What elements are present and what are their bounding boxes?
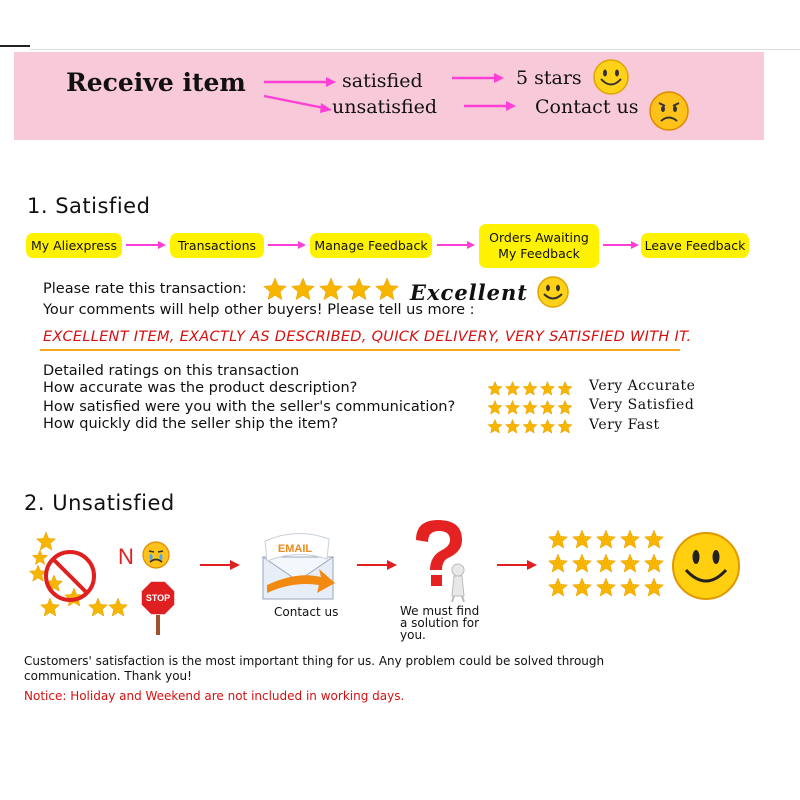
star-icon xyxy=(621,530,640,548)
star-icon xyxy=(573,554,592,572)
red-arrow-3-icon xyxy=(495,557,539,573)
arrow-to-contact-icon xyxy=(462,96,522,116)
rating-star-icon xyxy=(505,382,519,396)
rating-star-icon xyxy=(558,401,572,415)
rating-star-icon xyxy=(264,278,287,300)
rating-answer-shipping: Very Fast xyxy=(589,417,660,433)
rate-prompt: Please rate this transaction: xyxy=(43,281,247,297)
rating-question-accuracy: How accurate was the product description? xyxy=(43,380,358,396)
contact-us-label: Contact us xyxy=(535,96,639,118)
rating-star-icon xyxy=(488,401,502,415)
star-icon xyxy=(597,530,616,548)
stop-sign-text: STOP xyxy=(145,593,171,603)
rating-star-icon xyxy=(488,382,502,396)
rating-star-icon xyxy=(505,401,519,415)
five-stars-label: 5 stars xyxy=(516,67,582,89)
flow-my-aliexpress: My Aliexpress xyxy=(26,233,122,258)
excellent-star-rating xyxy=(262,277,402,303)
rating-star-icon xyxy=(505,420,519,434)
star-icon xyxy=(597,578,616,596)
email-text: EMAIL xyxy=(277,543,313,555)
flow-manage-feedback: Manage Feedback xyxy=(310,233,432,258)
email-envelope-icon xyxy=(257,527,339,603)
unsatisfied-heading: 2. Unsatisfied xyxy=(24,491,175,515)
star-icon xyxy=(549,530,568,548)
rating-answer-communication: Very Satisfied xyxy=(589,397,695,413)
rating-answer-accuracy: Very Accurate xyxy=(589,378,696,394)
question-mark-figure-icon xyxy=(404,518,474,602)
rating-star-icon xyxy=(523,382,537,396)
solution-caption: We must find a solution for you. xyxy=(400,604,480,642)
rating-star-icon xyxy=(540,420,554,434)
comment-underline xyxy=(40,349,680,351)
flow-arrow-4-icon xyxy=(601,236,643,254)
excellent-label: Excellent xyxy=(410,280,528,305)
sad-smiley-icon xyxy=(648,90,690,132)
prohibited-icon xyxy=(42,548,98,604)
contact-us-caption: Contact us xyxy=(274,605,339,619)
star-icon xyxy=(109,598,128,616)
accuracy-star-rating xyxy=(487,381,577,397)
detailed-ratings-title: Detailed ratings on this transaction xyxy=(43,363,300,379)
arrow-to-stars-icon xyxy=(450,68,510,88)
rating-star-icon xyxy=(348,278,371,300)
holiday-notice: Notice: Holiday and Weekend are not included in working days. xyxy=(24,689,405,703)
banner-split-arrows-icon xyxy=(260,68,340,118)
flow-arrow-1-icon xyxy=(124,236,170,254)
flow-leave-feedback: Leave Feedback xyxy=(641,233,749,258)
communication-star-rating xyxy=(487,400,577,416)
comments-prompt: Your comments will help other buyers! Please tell us more : xyxy=(43,302,475,318)
unsatisfied-label: unsatisfied xyxy=(332,96,438,118)
flow-arrow-2-icon xyxy=(266,236,310,254)
receive-item-title: Receive item xyxy=(66,68,246,97)
rating-star-icon xyxy=(292,278,315,300)
rating-star-icon xyxy=(320,278,343,300)
star-icon xyxy=(549,578,568,596)
rating-star-icon xyxy=(523,401,537,415)
flow-arrow-3-icon xyxy=(435,236,479,254)
red-arrow-1-icon xyxy=(198,557,242,573)
star-icon xyxy=(573,530,592,548)
rating-star-icon xyxy=(376,278,399,300)
excellent-smiley-icon xyxy=(536,275,570,309)
feedback-comment: EXCELLENT ITEM, EXACTLY AS DESCRIBED, QUICK DELIVERY, VERY SATISFIED WITH IT. xyxy=(43,329,692,345)
big-happy-smiley-icon xyxy=(670,530,742,602)
rating-star-icon xyxy=(558,382,572,396)
star-icon xyxy=(645,578,664,596)
rating-star-icon xyxy=(523,420,537,434)
happy-smiley-icon xyxy=(592,58,630,96)
star-icon xyxy=(645,554,664,572)
crying-smiley-icon xyxy=(141,540,171,570)
star-icon xyxy=(597,554,616,572)
rating-star-icon xyxy=(488,420,502,434)
five-star-grid-icon xyxy=(546,528,666,600)
no-letter: N xyxy=(118,544,134,569)
rating-question-communication: How satisfied were you with the seller's communication? xyxy=(43,399,456,415)
rating-question-shipping: How quickly did the seller ship the item? xyxy=(43,416,339,432)
rating-star-icon xyxy=(540,401,554,415)
satisfaction-footer: Customers' satisfaction is the most important thing for us. Any problem could be solved through communication. Thank you! xyxy=(24,654,605,683)
star-icon xyxy=(621,554,640,572)
shipping-star-rating xyxy=(487,419,577,435)
satisfied-heading: 1. Satisfied xyxy=(27,194,151,218)
flow-orders-awaiting: Orders Awaiting My Feedback xyxy=(479,224,599,268)
stop-sign-icon xyxy=(140,580,176,636)
star-icon xyxy=(573,578,592,596)
star-icon xyxy=(549,554,568,572)
flow-transactions: Transactions xyxy=(170,233,264,258)
rating-star-icon xyxy=(540,382,554,396)
satisfied-label: satisfied xyxy=(342,70,423,92)
red-arrow-2-icon xyxy=(355,557,399,573)
star-icon xyxy=(621,578,640,596)
star-icon xyxy=(645,530,664,548)
top-divider xyxy=(0,45,30,47)
rating-star-icon xyxy=(558,420,572,434)
top-divider-light xyxy=(30,49,800,50)
